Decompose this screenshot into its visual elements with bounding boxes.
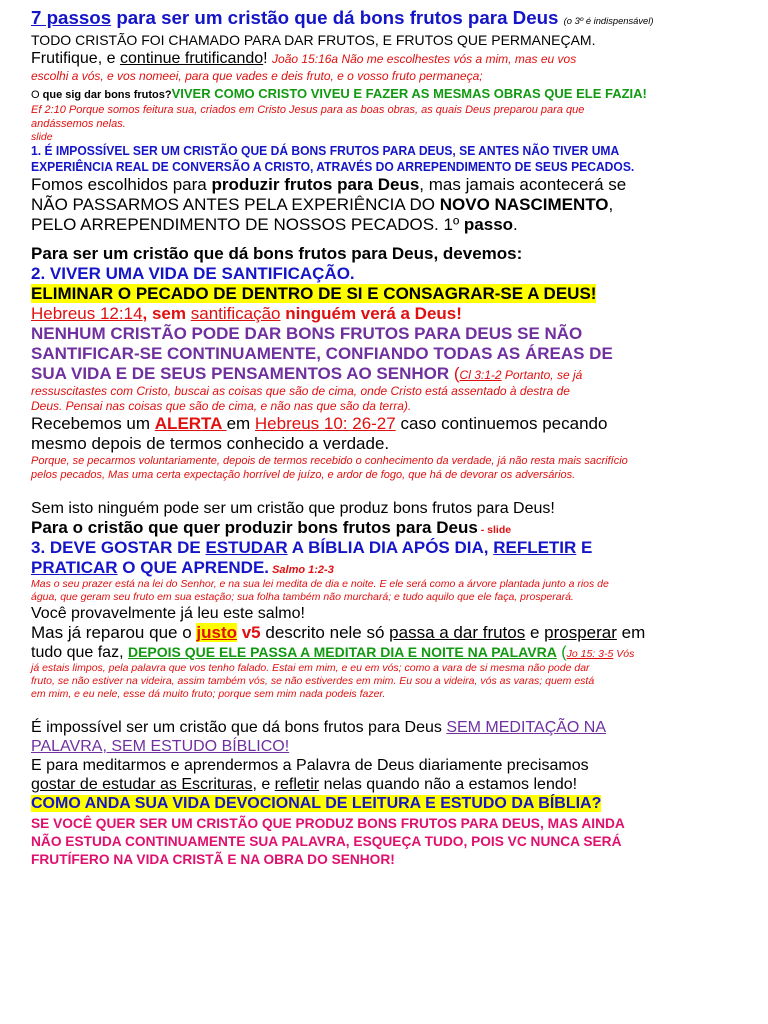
- final-2: [31, 832, 743, 850]
- step2-lead: Para ser um cristão que dá bons frutos para Deus, devemos:: [31, 244, 523, 263]
- col-ref: Cl 3:1-2: [459, 368, 502, 382]
- step3-t2b: O QUE APRENDE.: [117, 558, 270, 577]
- step1-p2: [31, 195, 743, 215]
- step3-v2: [31, 623, 743, 643]
- step3-title-2: [31, 558, 743, 578]
- closing-banner-line: [31, 794, 743, 814]
- v3-a: tudo que faz,: [31, 644, 128, 661]
- hebreus10-ref: Hebreus 10: 26-27: [254, 414, 396, 433]
- viver-comp: [172, 84, 647, 103]
- step3-estudar: ESTUDAR: [205, 538, 288, 557]
- title-text: para ser um cristão que dá bons frutos para Deus: [111, 8, 559, 28]
- spacer: [31, 482, 743, 499]
- hebreus-rest: ninguém verá a Deus!: [280, 304, 462, 323]
- closing-4d: nelas quando não a estamos lendo!: [319, 776, 578, 793]
- title-steps: 7 passos: [31, 8, 112, 28]
- closing-1: [31, 718, 743, 737]
- final-1: [31, 814, 743, 832]
- p2-b: NOVO NASCIMENTO: [439, 195, 609, 214]
- v2-c: e: [525, 623, 545, 642]
- closing-2: PALAVRA, SEM ESTUDO BÍBLICO!: [31, 738, 290, 755]
- salmo-ref: Salmo 1:2-3: [269, 564, 334, 576]
- question-line: [31, 84, 743, 103]
- v2-b: descrito nele só: [260, 623, 390, 642]
- final-comp-2: [31, 832, 621, 850]
- jo-verse-4: em mim, e eu nele, esse dá muito fruto; porque sem mim nada podeis fazer.: [31, 688, 386, 700]
- spacer: [31, 701, 743, 718]
- step2-banner-line: [31, 284, 743, 304]
- alerta-word: ALERTA: [154, 414, 227, 433]
- joao-verse: João 15:16a Não me escolhestes vós a mim, mas eu vos: [272, 52, 577, 66]
- step1-text1: 1. É IMPOSSÍVEL SER UM CRISTÃO QUE DÁ BONS FRUTOS PARA DEUS, SE ANTES NÃO TIVER UMA: [31, 143, 620, 158]
- v2-a: Mas já reparou que o: [31, 623, 197, 642]
- step3-v3: [31, 643, 743, 662]
- step2-title: 2. VIVER UMA VIDA DE SANTIFICAÇÃO.: [31, 264, 355, 283]
- step3-title-1: [31, 538, 743, 558]
- jo-paren: (: [556, 644, 567, 661]
- step2-banner: ELIMINAR O PECADO DE DENTRO DE SI E CONSAGRAR-SE A DEUS!: [31, 284, 597, 303]
- ef-verse: Ef 2:10 Porque somos feitura sua, criados em Cristo Jesus para as boas obras, as quais Deus preparou para que: [31, 104, 585, 116]
- spacer: [31, 235, 743, 244]
- alerta-c: caso continuemos pecando: [395, 414, 608, 433]
- jo-ref: Jo 15: 3-5: [566, 648, 614, 660]
- title-comp: [31, 8, 653, 32]
- p3-c: .: [513, 215, 518, 234]
- hebreus-line: [31, 304, 743, 324]
- jo-verse-1: Vós: [613, 648, 635, 660]
- p3-a: PELO ARREPENDIMENTO DE NOSSOS PECADOS. 1º: [31, 215, 464, 234]
- p1-b: produzir frutos para Deus: [211, 175, 420, 194]
- col-verse-2: ressuscitastes com Cristo, buscai as coisas que são de cima, onde Cristo está assentado à destra de: [31, 384, 570, 398]
- p3-b: passo: [463, 215, 514, 234]
- depois-comp: [128, 643, 557, 662]
- p2-a: NÃO PASSARMOS ANTES PELA EXPERIÊNCIA DO: [31, 195, 440, 214]
- step2-p3a: SUA VIDA E DE SEUS PENSAMENTOS AO SENHOR: [31, 364, 454, 383]
- p1-a: Fomos escolhidos para: [31, 175, 212, 194]
- hebreus-sem: , sem: [142, 304, 191, 323]
- closing-1a: É impossível ser um cristão que dá bons frutos para Deus: [31, 719, 447, 736]
- step3-l2-text: Para o cristão que quer produzir bons frutos para Deus: [31, 518, 478, 537]
- heb10-verse-2: pelos pecados, Mas uma certa expectação horrível de juízo, e ardor de fogo, que há de devorar os adversários.: [31, 469, 576, 481]
- step1-text2: EXPERIÊNCIA REAL DE CONVERSÃO A CRISTO, ATRAVÉS DO ARREPENDIMENTO DE SEUS PECADOS.: [31, 159, 635, 174]
- page-title: [31, 8, 743, 32]
- closing-4a: gostar de estudar as Escrituras: [31, 776, 253, 793]
- step1-comp1: [31, 143, 619, 159]
- step2-paren: (: [453, 364, 460, 383]
- title-note: (o 3º é indispensável): [563, 16, 654, 26]
- step3-l1: Sem isto ninguém pode ser um cristão que produz bons frutos para Deus!: [31, 500, 555, 517]
- step3-l2: [31, 518, 743, 538]
- final-3: [31, 850, 743, 868]
- closing-4c: refletir: [274, 776, 320, 793]
- final-comp-3: [31, 850, 395, 868]
- justo-word: justo: [196, 623, 237, 642]
- closing-4: [31, 775, 743, 794]
- passa-word: passa a dar frutos: [389, 623, 526, 642]
- step2-p1: NENHUM CRISTÃO PODE DAR BONS FRUTOS PARA DEUS SE NÃO: [31, 324, 583, 343]
- hebreus-sant: santificação: [190, 304, 281, 323]
- depois-text: DEPOIS QUE ELE PASSA A MEDITAR DIA E NOITE NA PALAVRA: [127, 644, 557, 660]
- p1-c: , mas jamais acontecerá se: [419, 175, 627, 194]
- slide-label: slide: [31, 131, 53, 143]
- final-text-2: NÃO ESTUDA CONTINUAMENTE SUA PALAVRA, ESQUEÇA TUDO, POIS VC NUNCA SERÁ: [31, 833, 622, 849]
- viver-text: VIVER COMO CRISTO VIVEU E FAZER AS MESMAS OBRAS QUE ELE FAZIA!: [171, 86, 647, 101]
- hebreus-ref: Hebreus 12:14: [31, 304, 143, 323]
- frutifique-text: Frutifique, e: [31, 50, 120, 67]
- v2-d: em: [616, 623, 646, 642]
- heb10-verse-1: Porque, se pecarmos voluntariamente, depois de termos recebido o conhecimento da verdade, já não resta mais sacrifício: [31, 455, 628, 467]
- closing-3: E para meditarmos e aprendermos a Palavra de Deus diariamente precisamos: [31, 757, 589, 774]
- closing-banner: COMO ANDA SUA VIDA DEVOCIONAL DE LEITURA E ESTUDO DA BÍBLIA?: [31, 795, 602, 812]
- step3-t1b: A BÍBLIA DIA APÓS DIA,: [287, 538, 494, 557]
- step3-t1c: E: [576, 538, 593, 557]
- final-text-3: FRUTÍFERO NA VIDA CRISTÃ E NA OBRA DO SENHOR!: [31, 851, 395, 867]
- alerta-line-2: mesmo depois de termos conhecido a verdade.: [31, 434, 390, 453]
- document-page: [31, 8, 743, 868]
- alerta-a: Recebemos um: [31, 414, 155, 433]
- prosperar-word: prosperar: [544, 623, 617, 642]
- step3-slide: - slide: [477, 524, 512, 536]
- excl-text: !: [263, 50, 268, 67]
- col-verse-1: Portanto, se já: [501, 368, 583, 382]
- step1-p3: [31, 215, 743, 235]
- intro-line: [31, 32, 743, 49]
- step1-line2: [31, 159, 743, 175]
- step2-p2: SANTIFICAR-SE CONTINUAMENTE, CONFIANDO TODAS AS ÁREAS DE: [31, 344, 613, 363]
- frutifique-line: [31, 49, 743, 69]
- final-text-1: SE VOCÊ QUER SER UM CRISTÃO QUE PRODUZ BONS FRUTOS PARA DEUS, MAS AINDA: [31, 815, 625, 831]
- intro-comp: [31, 32, 595, 49]
- final-comp-1: [31, 814, 625, 832]
- alerta-line: [31, 414, 743, 434]
- jo-verse-2: já estais limpos, pela palavra que vos tenho falado. Estai em mim, e eu em vós; como a vara de si mesma não pode dar: [31, 662, 590, 674]
- step3-v1: Você provavelmente já leu este salmo!: [31, 605, 305, 622]
- jo-verse-3: fruto, se não estiver na videira, assim também vós, se não estiverdes em mim. Eu sou a videira, vós as varas; quem está: [31, 675, 595, 687]
- continue-text: continue frutificando: [119, 50, 264, 67]
- psalm-verse-1: Mas o seu prazer está na lei do Senhor, e na sua lei medita de dia e noite. E ele será como a árvore plantada junto a rios de: [31, 578, 609, 590]
- step1-comp2: [31, 159, 634, 175]
- step3-refletir: REFLETIR: [493, 538, 577, 557]
- step2-p3: [31, 364, 743, 384]
- step1-p1: [31, 175, 743, 195]
- alerta-b: em: [226, 414, 255, 433]
- step3-praticar: PRATICAR: [31, 558, 118, 577]
- closing-4b: , e: [252, 776, 275, 793]
- ef-verse-2: andássemos nelas.: [31, 118, 126, 130]
- sig-text: que sig dar bons frutos?: [42, 89, 172, 101]
- joao-verse-2: escolhi a vós, e vos nomeei, para que vades e deis fruto, e o vosso fruto permaneça;: [31, 69, 483, 83]
- step3-t1a: 3. DEVE GOSTAR DE: [31, 538, 206, 557]
- intro-text: TODO CRISTÃO FOI CHAMADO PARA DAR FRUTOS, E FRUTOS QUE PERMANEÇAM.: [31, 32, 596, 48]
- step1-line1: [31, 143, 743, 159]
- col-verse-3: Deus. Pensai nas coisas que são de cima, e não nas que são da terra).: [31, 399, 412, 413]
- psalm-verse-2: água, que geram seu fruto em sua estação; sua folha também não murchará; e tudo aquilo que ele faça, prosperará.: [31, 591, 574, 603]
- o-text: O: [31, 89, 43, 101]
- v5-ref: v5: [237, 623, 261, 642]
- p2-c: ,: [608, 195, 614, 214]
- closing-1b: SEM MEDITAÇÃO NA: [446, 719, 607, 736]
